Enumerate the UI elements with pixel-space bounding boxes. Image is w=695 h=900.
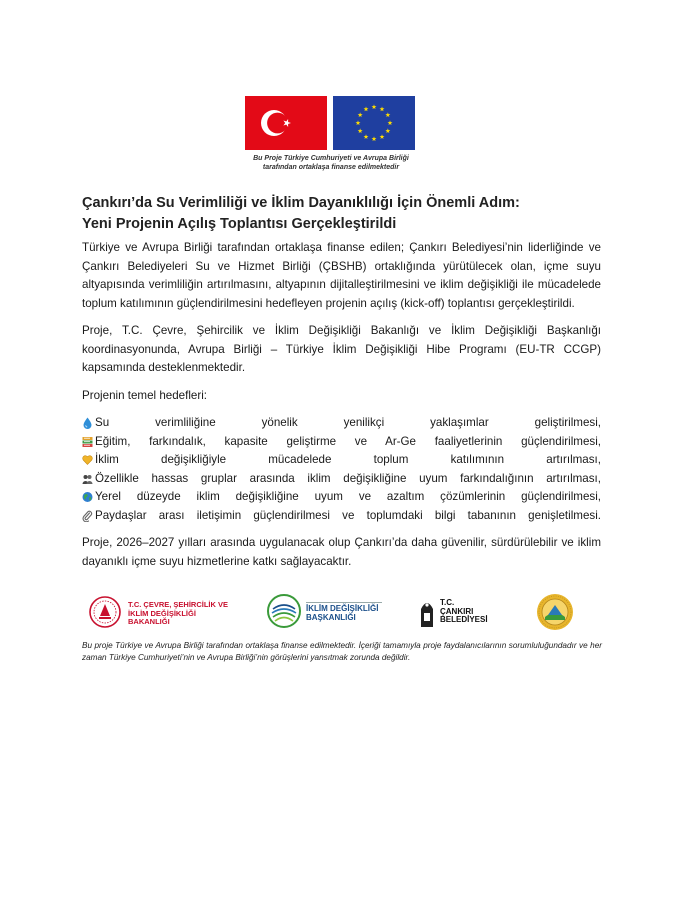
eu-star-icon <box>364 134 369 139</box>
eu-star-icon <box>385 112 390 117</box>
partner-logos <box>82 590 602 634</box>
ministry-name-line2: İKLİM DEĞİŞİKLİĞİ BAKANLIĞI <box>128 608 196 626</box>
ministry-logo <box>88 590 238 634</box>
eu-star-icon <box>356 120 361 125</box>
climate-swirl-icon <box>266 591 302 631</box>
goal-item <box>82 488 601 507</box>
municipality-name-line2: ÇANKIRI <box>440 606 474 616</box>
turkey-flag-icon <box>245 96 327 150</box>
paperclip-icon <box>82 510 93 522</box>
eu-star-icon <box>372 104 377 109</box>
climate-name-line2: BAŞKANLIĞI <box>306 612 356 622</box>
goal-item <box>82 414 601 433</box>
goal-item <box>82 433 601 452</box>
partner-flags <box>245 96 417 152</box>
climate-name-line1: İKLİM DEĞİŞİKLİĞİ <box>306 604 379 613</box>
goals-heading: Projenin temel hedefleri: <box>82 388 208 402</box>
eu-star-icon <box>364 107 369 112</box>
municipality-emblem-icon <box>418 595 436 629</box>
flag-caption-line1: Bu Proje Türkiye Cumhuriyeti ve Avrupa Birliği <box>253 155 409 162</box>
goal-item <box>82 451 601 470</box>
eu-star-icon <box>388 120 393 125</box>
union-seal-logo <box>536 590 576 634</box>
climate-small-text-line <box>306 602 382 603</box>
title-line2: Yeni Projenin Açılış Toplantısı Gerçekleştirildi <box>82 216 397 232</box>
title-line1: Çankırı’da Su Verimliliği ve İklim Dayanıklılığı İçin Önemli Adım: <box>82 195 520 211</box>
goal-text: İklim değişikliğiyle mücadelede toplum katılımının artırılması, <box>95 453 601 466</box>
municipality-name-line1: T.C. <box>440 598 455 607</box>
goal-item <box>82 470 601 489</box>
page-title <box>82 193 602 235</box>
heart-icon <box>82 454 93 466</box>
eu-flag-icon <box>333 96 415 150</box>
goal-text: Yerel düzeyde iklim değişikliğine uyum ve azaltım çözümlerinin güçlendirilmesi, <box>95 490 601 503</box>
people-icon <box>82 473 93 485</box>
paragraph-intro: Türkiye ve Avrupa Birliği tarafından ortaklaşa finanse edilen; Çankırı Belediyesi’nin liderliğinde ve Çankırı Belediyeleri Su ve Hizmet Birliği (ÇBSHB) ortaklığında yürütülecek olan, içme suyu altyapısında verimliliğin artırılmasını, altyapının dijitalleştirilmesini ve iklim değişikliği ile mücadelede toplum katılımının güçlendirilmesini hedefleyen projenin açılış (kick-off) toplantısı gerçekleştirildi. <box>82 241 601 310</box>
climate-presidency-logo <box>266 590 386 634</box>
eu-star-icon <box>358 128 363 133</box>
globe-icon <box>82 491 93 503</box>
disclaimer: Bu proje Türkiye ve Avrupa Birliği tarafından ortaklaşa finanse edilmektedir. İçeriği tamamıyla proje faydalanıcılarının sorumluluğundadır ve her zaman Türkiye Cumhuriyeti’nin ve Avrupa Birliği’nin görüşlerini yansıtmak zorunda değildir. <box>82 641 602 662</box>
union-seal-icon <box>536 593 574 631</box>
goal-text: Eğitim, farkındalık, kapasite geliştirme ve Ar-Ge faaliyetlerinin güçlendirilmesi, <box>95 434 601 448</box>
goals-list <box>82 414 601 525</box>
goal-text: Su verimliliğine yönelik yenilikçi yaklaşımlar geliştirilmesi, <box>95 416 601 429</box>
flag-caption-line2: tarafından ortaklaşa finanse edilmektedir <box>262 164 400 171</box>
water-drop-icon <box>82 417 93 429</box>
eu-star-icon <box>358 112 363 117</box>
article-body <box>82 239 601 580</box>
books-icon <box>82 436 93 448</box>
eu-star-icon <box>372 136 377 141</box>
ministry-name-line1: T.C. ÇEVRE, ŞEHİRCİLİK VE <box>128 600 229 609</box>
eu-star-icon <box>385 128 390 133</box>
eu-star-icon <box>380 107 385 112</box>
municipality-logo <box>418 590 518 634</box>
flag-caption <box>220 154 442 172</box>
goal-text: Paydaşlar arası iletişimin güçlendirilmesi ve toplumdaki bilgi tabanının genişletilmesi. <box>95 508 601 522</box>
paragraph-coordination: Proje, T.C. Çevre, Şehircilik ve İklim Değişikliği Bakanlığı ve İklim Değişikliği Başkanlığı koordinasyonunda, Avrupa Birliği – Türkiye İklim Değişikliği Hibe Programı (EU-TR CCGP) kapsamında desteklenmektedir. <box>82 324 601 374</box>
goal-item <box>82 507 601 526</box>
paragraph-closing: Proje, 2026–2027 yılları arasında uygulanacak olup Çankırı’da daha güvenilir, sürdürülebilir ve iklim dayanıklı içme suyu hizmetlerine katkı sağlayacaktır. <box>82 536 601 568</box>
goal-text: Özellikle hassas gruplar arasında iklim değişikliğine uyum farkındalığının artırılması, <box>95 471 601 485</box>
ministry-emblem-icon <box>88 592 122 632</box>
eu-star-icon <box>380 134 385 139</box>
municipality-name-line3: BELEDİYESİ <box>440 615 488 624</box>
